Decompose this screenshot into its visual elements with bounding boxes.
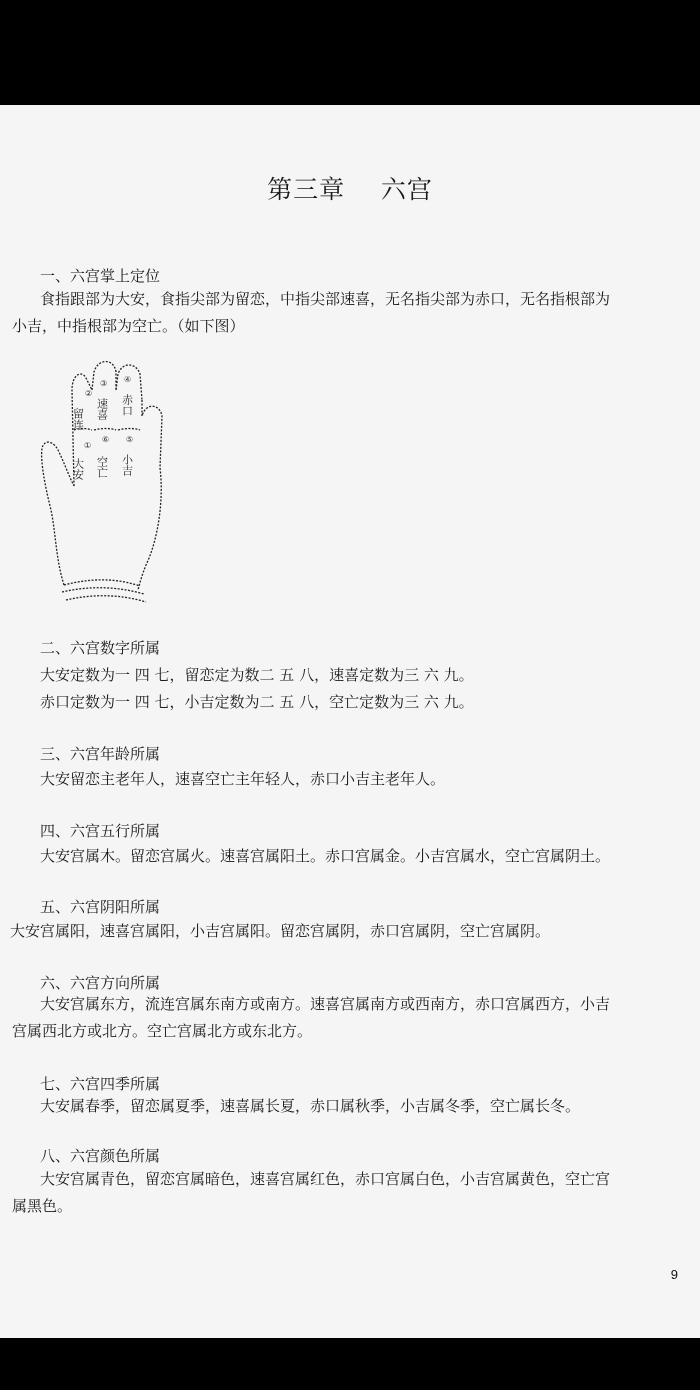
chapter-title: 第三章 六宫 <box>267 175 433 204</box>
body-line: 宫属西北方或北方。空亡宫属北方或东北方。 <box>12 1022 313 1040</box>
section-heading: 五、六宫阴阳所属 <box>40 898 161 916</box>
hand-label-kongwang: 空亡 <box>95 456 109 478</box>
hand-label-liulian: 留连 <box>71 408 85 430</box>
body-line: 赤口定数为一 四 七，小吉定数为二 五 八，空亡定数为三 六 九。 <box>40 693 474 711</box>
hand-marker-1: ① <box>84 441 92 450</box>
section-body <box>12 1166 611 1220</box>
section-body <box>40 766 445 793</box>
body-line: 大安宫属东方，流连宫属东南方或南方。速喜宫属南方或西南方，赤口宫属西方，小吉 <box>40 995 611 1013</box>
hand-label-chikou: 赤口 <box>120 394 134 416</box>
section-heading: 二、六宫数字所属 <box>40 639 161 657</box>
section-heading: 四、六宫五行所属 <box>40 822 161 840</box>
hand-marker-4: ④ <box>124 375 132 384</box>
hand-label-xiaoji: 小吉 <box>120 454 134 476</box>
body-line: 属黑色。 <box>12 1197 73 1215</box>
body-line: 大安留恋主老年人，速喜空亡主年轻人，赤口小吉主老年人。 <box>40 770 446 788</box>
hand-marker-2: ② <box>85 389 93 398</box>
hand-label-suxi: 速喜 <box>95 398 109 420</box>
hand-marker-5: ⑤ <box>126 435 134 444</box>
section-heading: 八、六宫颜色所属 <box>40 1147 161 1165</box>
section-heading: 六、六宫方向所属 <box>40 974 161 992</box>
section-body <box>40 662 474 716</box>
page-number: 9 <box>670 1267 678 1282</box>
body-line: 大安属春季，留恋属夏季，速喜属长夏，赤口属秋季，小吉属冬季，空亡属长冬。 <box>40 1097 581 1115</box>
section-heading: 七、六宫四季所属 <box>40 1075 161 1093</box>
document-page <box>0 105 700 1338</box>
section-body <box>10 918 550 945</box>
body-line: 大安宫属阳，速喜宫属阳，小吉宫属阳。留恋宫属阴，赤口宫属阴，空亡宫属阴。 <box>10 922 551 940</box>
body-line: 小吉，中指根部为空亡。（如下图） <box>12 317 245 335</box>
section-body <box>12 286 611 340</box>
hand-marker-6: ⑥ <box>102 435 110 444</box>
section-heading: 一、六宫掌上定位 <box>40 267 161 285</box>
hand-diagram <box>36 350 176 606</box>
body-line: 大安定数为一 四 七，留恋定为数二 五 八，速喜定数为三 六 九。 <box>40 666 474 684</box>
body-line: 大安宫属木。留恋宫属火。速喜宫属阳土。赤口宫属金。小吉宫属水，空亡宫属阴土。 <box>40 847 611 865</box>
hand-label-daan: 大安 <box>71 458 85 480</box>
section-body <box>12 991 611 1045</box>
body-line: 大安宫属青色，留恋宫属暗色，速喜宫属红色，赤口宫属白色，小吉宫属黄色，空亡宫 <box>40 1170 611 1188</box>
hand-labels <box>72 375 134 481</box>
hand-marker-3: ③ <box>100 379 108 388</box>
section-body <box>40 1093 580 1120</box>
body-line: 食指跟部为大安，食指尖部为留恋，中指尖部速喜，无名指尖部为赤口，无名指根部为 <box>40 290 611 308</box>
section-heading: 三、六宫年龄所属 <box>40 745 161 763</box>
section-body <box>40 843 610 870</box>
